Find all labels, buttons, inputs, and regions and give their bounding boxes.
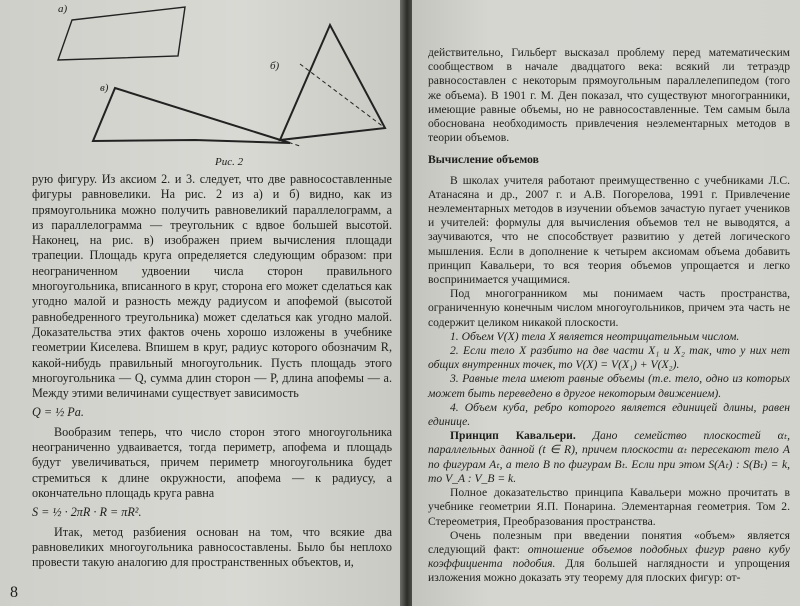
right-paragraph-3: Полное доказательство принципа Кавальери можно прочитать в учебнике геометрии Я.П. Понарина. Элементарная геометрия. Том 2. Стереометрия, Преобразования пространства. bbox=[428, 486, 790, 528]
p4-start: Очень полезным при введении понятия «объем» является следующий факт: bbox=[428, 528, 790, 556]
left-paragraph-1: рую фигуру. Из аксиом 2. и 3. следует, что две равносоставленные фигуры равновелики. На рис. 2 из а) и б) видно, как из прямоугольника можно получить равновеликий параллелограмм, а из параллелограмма — треугольник с вдвое большей высотой. Наконец, на рис. в) изображен прием вычисления площади трапеции. Площадь круга определяется следующим образом: при неограниченном удвоении числа сторон правильного многоугольника, вписанного в круг, сторона его может сделаться как угодно малой и разность между радиусом и апофемой (высотой равнобедренного треугольника) может сделаться как угодно малой. Доказательства этих фактов очень хорошо изложены в учебнике геометрии Киселева. Впишем в круг, радиус которого обозначим R, какой-нибудь правильный многоугольник. Пусть площадь этого многоугольника — Q, сумма длин сторон — P, длина апофемы — a. Между этими величинами существует зависимость bbox=[32, 172, 392, 401]
page-number: 8 bbox=[10, 584, 18, 601]
fig-label-a: а) bbox=[58, 3, 68, 15]
left-paragraph-3: Итак, метод разбиения основан на том, что всякие два равновеликих многоугольника равносоставлены. Было бы неплохо провести такую аналогию для пространственных объектов, и, bbox=[32, 524, 392, 570]
fig-label-b: б) bbox=[270, 60, 280, 72]
figure-b-triangle bbox=[280, 25, 385, 140]
figure-caption: Рис. 2 bbox=[215, 156, 244, 168]
right-text bbox=[428, 46, 790, 586]
cavalieri-heading: Принцип Кавальери. bbox=[450, 429, 576, 443]
cavalieri-principle bbox=[428, 429, 790, 486]
axiom-4: 4. Объем куба, ребро которого является единицей длины, равен единице. bbox=[428, 400, 790, 429]
right-paragraph-4 bbox=[428, 529, 790, 586]
figure-rectangles bbox=[0, 0, 402, 170]
figure-v-trapezoid bbox=[93, 88, 290, 143]
left-paragraph-2: Вообразим теперь, что число сторон этого многоугольника неограниченно удваивается, тогда периметр, апофема и площадь будут увеличиваться, причем периметр многоугольника будет стремиться к длине окружности, апофема — к радиусу, а окончательно площадь круга равна bbox=[32, 424, 392, 500]
p4-end: Для большей наглядности и упрощения изложения можно доказать эту теорему для плоских фигур: от- bbox=[428, 557, 790, 585]
formula-circle: S = ½ · 2πR · R = πR². bbox=[32, 505, 142, 520]
right-page bbox=[412, 0, 800, 606]
right-paragraph-2: Под многогранником мы понимаем часть пространства, ограниченную конечным числом многоугольников, причем эта часть не содержит целиком никакой плоскости. bbox=[428, 287, 790, 329]
section-title: Вычисление объемов bbox=[428, 153, 539, 167]
axiom-3: 3. Равные тела имеют равные объемы (т.е. тело, одно из которых может быть переведено в другое некоторым движением). bbox=[428, 372, 790, 400]
axiom-1: 1. Объем V(X) тела X является неотрицательным числом. bbox=[450, 329, 740, 343]
right-intro: действительно, Гильберт высказал проблему перед математическим сообществом в начале двадцатого века: всякий ли тетраэдр равносоставлен с некоторым прямоугольным параллелепипедом (того же объема). В 1901 г. М. Ден показал, что существуют многогранники, имеющие равные объемы, но не равносоставленные. Тем самым была обоснована необходимость привлечения неэлементарных методов в теории объемов. bbox=[428, 46, 790, 145]
fig-label-v: в) bbox=[100, 82, 109, 94]
axiom-2: 2. Если тело X разбито на две части X₁ и X₂ так, что у них нет общих внутренних точек, то V(X) = V(X₁) + V(X₂). bbox=[428, 344, 790, 372]
cavalieri-text: Дано семейство плоскостей αₜ, параллельных данной (t ∈ R), причем плоскости αₜ пересекают тело A по фигурам Aₜ, а тело B по фигурам Bₜ. Если при этом S(Aₜ) : S(Bₜ) = k, то V_A : V_B = k. bbox=[428, 429, 790, 485]
left-text bbox=[32, 172, 392, 570]
figure-a-parallelogram bbox=[58, 7, 185, 60]
p4-italic: отношение объемов подобных фигур равно кубу коэффициента подобия. bbox=[428, 542, 790, 571]
formula-area: Q = ½ Pa. bbox=[32, 405, 84, 420]
right-paragraph-1: В школах учителя работают преимущественно с учебниками Л.С. Атанасяна и др., 2007 г. и А.В. Погорелова, 1991 г. Привлечение неэлементарных методов в изучении объемов зачастую пугает учеников и учителей: формулы для вычисления объемов тел не выводятся, а заучиваются, что не способствует развитию у детей логического мышления. Если в дополнение к четырем аксиомам объема добавить принцип Кавальери, то вся теория объемов упрощается и легко воспринимается учащимися. bbox=[428, 173, 790, 287]
